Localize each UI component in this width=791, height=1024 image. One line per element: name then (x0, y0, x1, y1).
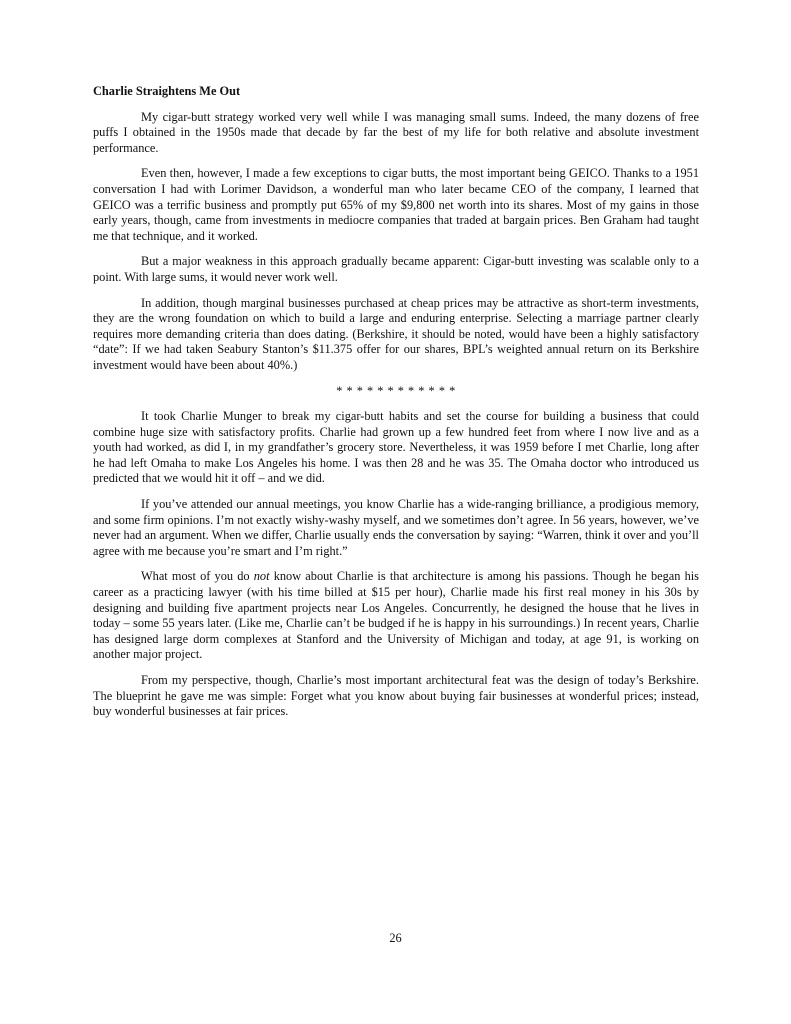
paragraph-annual-meetings: If you’ve attended our annual meetings, you know Charlie has a wide-ranging brilliance, a prodigious memory, and some firm opinions. I’m not exactly wishy-washy myself, and we sometimes don’t agree. In 56 years, however, we’ve never had an argument. When we differ, Charlie usually ends the conversation by saying: “Warren, think it over and you’ll agree with me because you’re smart and I’m right.” (93, 497, 699, 558)
section-heading: Charlie Straightens Me Out (93, 84, 241, 98)
paragraph-cigar-butt-strategy: My cigar-butt strategy worked very well while I was managing small sums. Indeed, the many dozens of free puffs I obtained in the 1950s made that decade by far the best of my life for both relative and absolute investment performance. (93, 109, 699, 155)
passion-text-start: What most of you do (141, 569, 254, 584)
paragraph-blueprint: From my perspective, though, Charlie’s most important architectural feat was the design of today’s Berkshire. The blueprint he gave me was simple: Forget what you know about buying fair businesses at wonderful prices; instead, buy wonderful businesses at fair prices. (93, 673, 699, 719)
document-body (93, 84, 699, 730)
section-separator: * * * * * * * * * * * * (336, 383, 456, 398)
paragraph-geico-exception: Even then, however, I made a few exceptions to cigar butts, the most important being GEICO. Thanks to a 1951 conversation I had with Lorimer Davidson, a wonderful man who later became CEO of the company, I learned that GEICO was a terrific business and promptly put 65% of my $9,800 net worth into its shares. Most of my gains in those early years, though, came from investments in mediocre companies that traded at bargain prices. Ben Graham had taught me that technique, and it worked. (93, 166, 699, 243)
page-number: 26 (389, 931, 402, 945)
paragraph-major-weakness: But a major weakness in this approach gradually became apparent: Cigar-butt investing was scalable only to a point. With large sums, it would never work well. (93, 254, 699, 284)
paragraph-charlie-munger: It took Charlie Munger to break my cigar-butt habits and set the course for building a business that could combine huge size with satisfactory profits. Charlie had grown up a few hundred feet from where I now live and as a youth had worked, as did I, in my grandfather’s grocery store. Nevertheless, it was 1959 before I met Charlie, long after he had left Omaha to make Los Angeles his home. I was then 28 and he was 35. The Omaha doctor who introduced us predicted that we would hit it off – and we did. (93, 409, 699, 486)
emphasized-not: not (253, 569, 270, 584)
passion-text-end: know about Charlie is that architecture is among his passions. Though he began his career as a practicing lawyer (with his time billed at $15 per hour), Charlie made his first real money in his 30s by designing and building five apartment projects near Los Angeles. Concurrently, he designed the house that he lives in today – some 55 years later. (Like me, Charlie can’t be budged if he is happy in his surroundings.) In recent years, Charlie has designed large dorm complexes at Stanford and the University of Michigan and today, at age 91, is working on another major project. (93, 569, 699, 662)
paragraph-marginal-businesses: In addition, though marginal businesses purchased at cheap prices may be attractive as short-term investments, they are the wrong foundation on which to build a large and enduring enterprise. Selecting a marriage partner clearly requires more demanding criteria than does dating. (Berkshire, it should be noted, would have been a highly satisfactory “date”: If we had taken Seabury Stanton’s $11.375 offer for our shares, BPL’s weighted annual return on its Berkshire investment would have been about 40%.) (93, 295, 699, 372)
paragraph-architecture-passion (93, 569, 699, 663)
